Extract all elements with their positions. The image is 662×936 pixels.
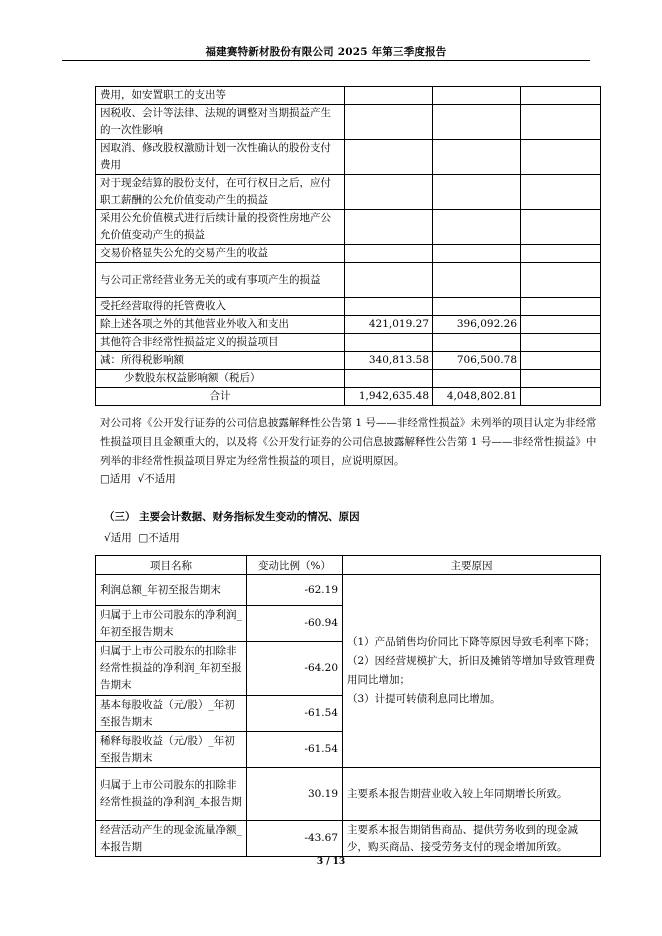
amount-cell <box>345 210 433 245</box>
amount-cell <box>345 87 433 105</box>
change-ratio: -61.54 <box>247 732 343 768</box>
amount-cell <box>521 263 601 298</box>
table-row <box>96 352 601 370</box>
table-row <box>96 210 601 245</box>
amount-cell <box>433 175 521 210</box>
merged-reason-cell <box>343 575 601 768</box>
change-ratio: 30.19 <box>247 768 343 821</box>
amount-cell: 340,813.58 <box>345 352 433 370</box>
page-header: 福建赛特新材股份有限公司 2025 年第三季度报告 <box>205 46 447 58</box>
amount-cell <box>433 140 521 175</box>
item-name: 对于现金结算的股份支付，在可行权日之后，应付职工薪酬的公允价值变动产生的损益 <box>96 175 345 210</box>
item-name: 稀释每股收益（元/股）_年初至报告期末 <box>96 732 247 768</box>
amount-cell: 396,092.26 <box>433 316 521 334</box>
amount-cell <box>521 316 601 334</box>
item-name: 合计 <box>96 388 345 406</box>
reason-line: （3）计提可转债利息同比增加。 <box>347 693 501 705</box>
change-ratio: -61.54 <box>247 696 343 732</box>
table-row <box>96 263 601 298</box>
reason-line: （2）因经营规模扩大，折旧及摊销等增加导致管理费用同比增加； <box>347 655 596 686</box>
option-not-applicable: √不适用 <box>137 473 176 485</box>
table-row <box>96 821 601 857</box>
table-row <box>96 175 601 210</box>
item-name: 除上述各项之外的其他营业外收入和支出 <box>96 316 345 334</box>
item-name: 经营活动产生的现金流量净额_本报告期 <box>96 821 247 857</box>
item-name: 基本每股收益（元/股）_年初至报告期末 <box>96 696 247 732</box>
indicator-change-table <box>95 555 601 857</box>
amount-cell <box>521 140 601 175</box>
page-number: 3 / 13 <box>316 857 346 867</box>
non-recurring-gains-table <box>95 86 601 406</box>
item-name: 利润总额_年初至报告期末 <box>96 575 247 606</box>
section-title: （三） 主要会计数据、财务指标发生变动的情况、原因 <box>104 511 360 523</box>
item-name: 因税收、会计等法律、法规的调整对当期损益产生的一次性影响 <box>96 105 345 140</box>
amount-cell <box>521 105 601 140</box>
section-check-options <box>104 530 180 545</box>
reason-line: （1）产品销售均价同比下降等原因导致毛利率下降； <box>347 636 596 648</box>
amount-cell <box>521 334 601 352</box>
amount-cell <box>345 334 433 352</box>
table-header-row <box>96 556 601 575</box>
amount-cell <box>345 370 433 388</box>
table-row <box>96 140 601 175</box>
header-rule <box>62 60 590 61</box>
amount-cell <box>521 175 601 210</box>
amount-cell <box>345 245 433 263</box>
item-name: 少数股东权益影响额（税后） <box>96 370 345 388</box>
table-row <box>96 388 601 406</box>
table-row <box>96 105 601 140</box>
table-row <box>96 298 601 316</box>
item-name: 其他符合非经常性损益定义的损益项目 <box>96 334 345 352</box>
amount-cell <box>433 370 521 388</box>
amount-cell <box>521 352 601 370</box>
item-name: 与公司正常经营业务无关的或有事项产生的损益 <box>96 263 345 298</box>
option-not-applicable: □不适用 <box>138 532 180 544</box>
amount-cell: 421,019.27 <box>345 316 433 334</box>
item-name: 费用，如安置职工的支出等 <box>96 87 345 105</box>
change-ratio: -64.20 <box>247 642 343 696</box>
non-recurring-gains-body <box>96 87 601 406</box>
item-name: 归属于上市公司股东的扣除非经常性损益的净利润_本报告期 <box>96 768 247 821</box>
item-name: 归属于上市公司股东的扣除非经常性损益的净利润_年初至报告期末 <box>96 642 247 696</box>
item-name: 归属于上市公司股东的净利润_年初至报告期末 <box>96 606 247 642</box>
amount-cell <box>345 140 433 175</box>
amount-cell <box>433 87 521 105</box>
amount-cell: 1,942,635.48 <box>345 388 433 406</box>
table-row <box>96 87 601 105</box>
amount-cell: 4,048,802.81 <box>433 388 521 406</box>
amount-cell <box>521 87 601 105</box>
item-name: 受托经营取得的托管费收入 <box>96 298 345 316</box>
item-name: 采用公允价值模式进行后续计量的投资性房地产公允价值变动产生的损益 <box>96 210 345 245</box>
table-row <box>96 334 601 352</box>
header-change-ratio: 变动比例（%） <box>247 556 343 575</box>
amount-cell <box>521 245 601 263</box>
reason-cell: 主要系本报告期销售商品、提供劳务收到的现金减少，购买商品、接受劳务支付的现金增加所致。 <box>343 821 601 857</box>
option-applicable: □适用 <box>100 473 131 485</box>
amount-cell <box>345 105 433 140</box>
table-row <box>96 316 601 334</box>
amount-cell: 706,500.78 <box>433 352 521 370</box>
amount-cell <box>433 245 521 263</box>
item-name: 因取消、修改股权激励计划一次性确认的股份支付费用 <box>96 140 345 175</box>
option-applicable: √适用 <box>104 532 132 544</box>
amount-cell <box>345 298 433 316</box>
item-name: 交易价格显失公允的交易产生的收益 <box>96 245 345 263</box>
table-row <box>96 768 601 821</box>
amount-cell <box>521 388 601 406</box>
table-row <box>96 575 601 606</box>
amount-cell <box>433 298 521 316</box>
table-row <box>96 245 601 263</box>
amount-cell <box>521 298 601 316</box>
amount-cell <box>433 334 521 352</box>
amount-cell <box>433 105 521 140</box>
amount-cell <box>521 370 601 388</box>
amount-cell <box>433 263 521 298</box>
header-main-reason: 主要原因 <box>343 556 601 575</box>
note-paragraph: 对公司将《公开发行证券的公司信息披露解释性公告第 1 号——非经常性损益》未列举的项目认定为非经常性损益项目且金额重大的，以及将《公开发行证券的公司信息披露解释性公告第 1 号——非经常性损益》中列举的非经常性损益项目界定为经常性损益的项目，应说明原因。 <box>100 417 597 467</box>
amount-cell <box>521 210 601 245</box>
header-item-name: 项目名称 <box>96 556 247 575</box>
note-check-options <box>100 471 176 486</box>
item-name: 减：所得税影响额 <box>96 352 345 370</box>
table-row <box>96 370 601 388</box>
amount-cell <box>345 175 433 210</box>
amount-cell <box>433 210 521 245</box>
reason-cell: 主要系本报告期营业收入较上年同期增长所致。 <box>343 768 601 821</box>
change-ratio: -43.67 <box>247 821 343 857</box>
amount-cell <box>345 263 433 298</box>
change-ratio: -62.19 <box>247 575 343 606</box>
change-ratio: -60.94 <box>247 606 343 642</box>
